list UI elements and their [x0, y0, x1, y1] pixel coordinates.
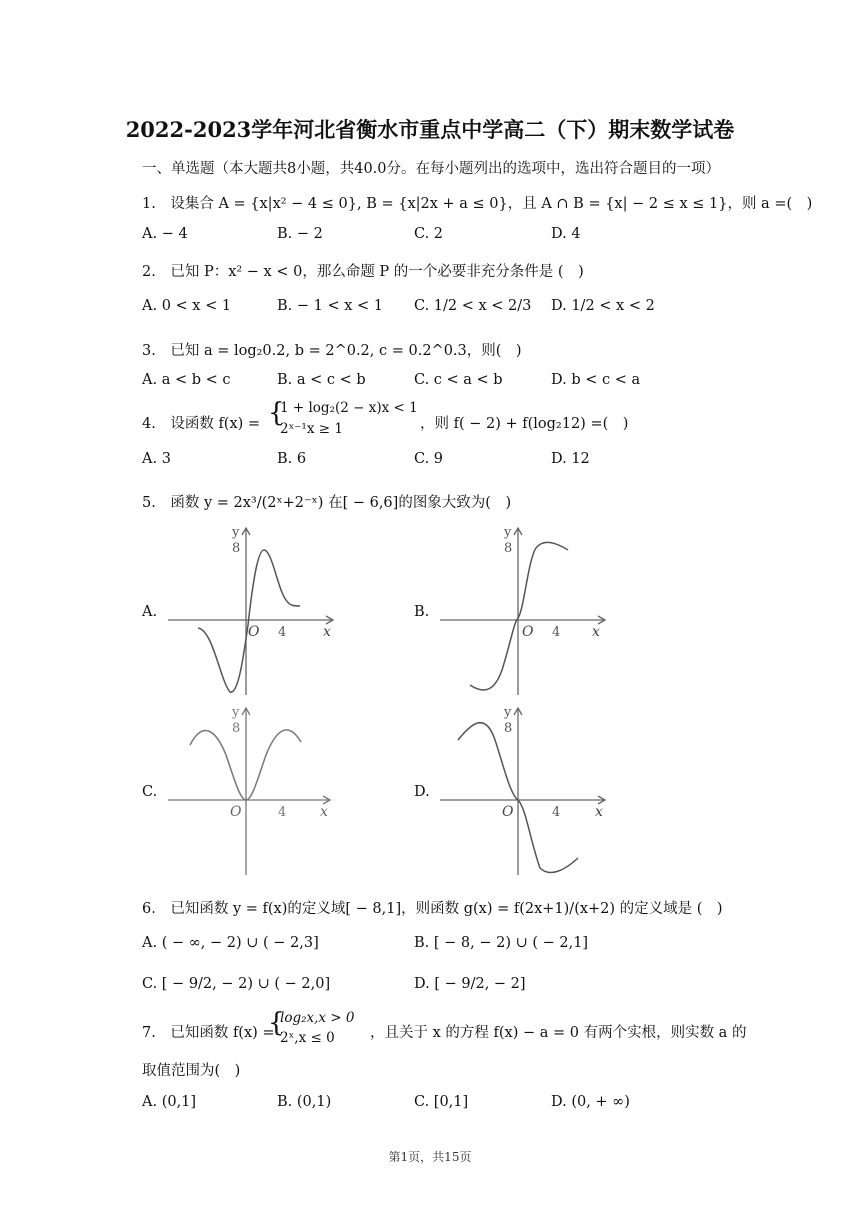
section-heading: 一、单选题（本大题共8小题，共40.0分。在每小题列出的选项中，选出符合题目的一项）: [142, 161, 721, 177]
question-4-prefix: 4. 设函数 f(x) =: [142, 416, 261, 432]
q5-option-b[interactable]: B.: [414, 604, 430, 620]
graph-b-tick-x: 4: [552, 625, 561, 640]
question-7-prefix: 7. 已知函数 f(x) =: [142, 1025, 275, 1041]
q6-option-a[interactable]: A. ( − ∞, − 2) ∪ ( − 2,3]: [142, 935, 319, 951]
question-4-suffix: ，则 f( − 2) + f(log₂12) =( ): [420, 416, 629, 432]
graph-c-origin: O: [230, 804, 242, 820]
page-footer: 第1页，共15页: [388, 1150, 472, 1164]
q7-option-a[interactable]: A. (0,1]: [142, 1094, 197, 1110]
q3-option-b[interactable]: B. a < c < b: [277, 372, 366, 388]
page-title: 2022-2023学年河北省衡水市重点中学高二（下）期末数学试卷: [125, 117, 735, 142]
q7-piece-1: log₂x,x > 0: [280, 1010, 355, 1026]
graph-c-tick-x: 4: [278, 805, 287, 820]
question-5: 5. 函数 y = 2x³/(2ˣ+2⁻ˣ) 在[ − 6,6]的图象大致为( ): [142, 495, 512, 511]
graph-d-origin: O: [502, 804, 514, 820]
q4-option-d[interactable]: D. 12: [551, 451, 590, 467]
q4-option-a[interactable]: A. 3: [142, 451, 171, 467]
q2-option-a[interactable]: A. 0 < x < 1: [142, 298, 232, 314]
graph-a-tick-y: 8: [232, 541, 241, 556]
question-3: 3. 已知 a = log₂0.2, b = 2^0.2, c = 0.2^0.3，则( ): [142, 343, 522, 359]
q1-option-d[interactable]: D. 4: [551, 226, 581, 242]
q3-option-d[interactable]: D. b < c < a: [551, 372, 641, 388]
graph-d-x-label: x: [595, 804, 603, 820]
q6-option-b[interactable]: B. [ − 8, − 2) ∪ ( − 2,1]: [414, 935, 589, 951]
graph-d: [440, 700, 610, 875]
q1-option-c[interactable]: C. 2: [414, 226, 444, 242]
graph-a-origin: O: [248, 624, 260, 640]
q5-option-a[interactable]: A.: [142, 604, 158, 620]
q7-option-d[interactable]: D. (0, + ∞): [551, 1094, 630, 1110]
q6-option-d[interactable]: D. [ − 9/2, − 2]: [414, 976, 526, 992]
q4-option-b[interactable]: B. 6: [277, 451, 307, 467]
graph-a-tick-x: 4: [278, 625, 287, 640]
question-1: 1. 设集合 A = {x|x² − 4 ≤ 0}, B = {x|2x + a ≤ 0}，且 A ∩ B = {x| − 2 ≤ x ≤ 1}，则 a =( ): [142, 196, 813, 212]
graph-d-tick-x: 4: [552, 805, 561, 820]
graph-b-y-label: y: [504, 525, 512, 540]
q4-piece-2: 2ˣ⁻¹x ≥ 1: [280, 421, 343, 437]
q2-option-d[interactable]: D. 1/2 < x < 2: [551, 298, 655, 314]
brace-icon: {: [268, 398, 285, 428]
q5-option-d[interactable]: D.: [414, 784, 430, 800]
graph-b-x-label: x: [592, 624, 600, 640]
graph-a-x-label: x: [323, 624, 331, 640]
question-7-suffix: ，且关于 x 的方程 f(x) − a = 0 有两个实根，则实数 a 的: [370, 1025, 747, 1041]
q4-option-c[interactable]: C. 9: [414, 451, 444, 467]
brace-icon: {: [268, 1008, 285, 1038]
q2-option-b[interactable]: B. − 1 < x < 1: [277, 298, 383, 314]
graph-d-tick-y: 8: [504, 721, 513, 736]
question-6: 6. 已知函数 y = f(x)的定义域[ − 8,1]，则函数 g(x) = f(2x+1)/(x+2) 的定义域是 ( ): [142, 901, 723, 917]
question-2: 2. 已知 P：x² − x < 0，那么命题 P 的一个必要非充分条件是 ( ): [142, 264, 584, 280]
q7-option-c[interactable]: C. [0,1]: [414, 1094, 469, 1110]
graph-c: [168, 700, 338, 875]
q4-piece-1: 1 + log₂(2 − x)x < 1: [280, 400, 418, 416]
question-7-line2: 取值范围为( ): [142, 1063, 241, 1079]
graph-b-origin: O: [522, 624, 534, 640]
q1-option-b[interactable]: B. − 2: [277, 226, 323, 242]
graph-b-tick-y: 8: [504, 541, 513, 556]
graph-c-x-label: x: [320, 804, 328, 820]
graph-b: [440, 520, 610, 695]
q3-option-a[interactable]: A. a < b < c: [142, 372, 231, 388]
q5-option-c[interactable]: C.: [142, 784, 158, 800]
graph-d-y-label: y: [504, 705, 512, 720]
q1-option-a[interactable]: A. − 4: [142, 226, 188, 242]
q6-option-c[interactable]: C. [ − 9/2, − 2) ∪ ( − 2,0]: [142, 976, 331, 992]
q3-option-c[interactable]: C. c < a < b: [414, 372, 503, 388]
q7-option-b[interactable]: B. (0,1): [277, 1094, 332, 1110]
q7-piece-2: 2ˣ,x ≤ 0: [280, 1030, 335, 1046]
graph-a-y-label: y: [232, 525, 240, 540]
graph-c-y-label: y: [232, 705, 240, 720]
graph-c-tick-y: 8: [232, 721, 241, 736]
graph-a: [168, 520, 338, 695]
q2-option-c[interactable]: C. 1/2 < x < 2/3: [414, 298, 532, 314]
